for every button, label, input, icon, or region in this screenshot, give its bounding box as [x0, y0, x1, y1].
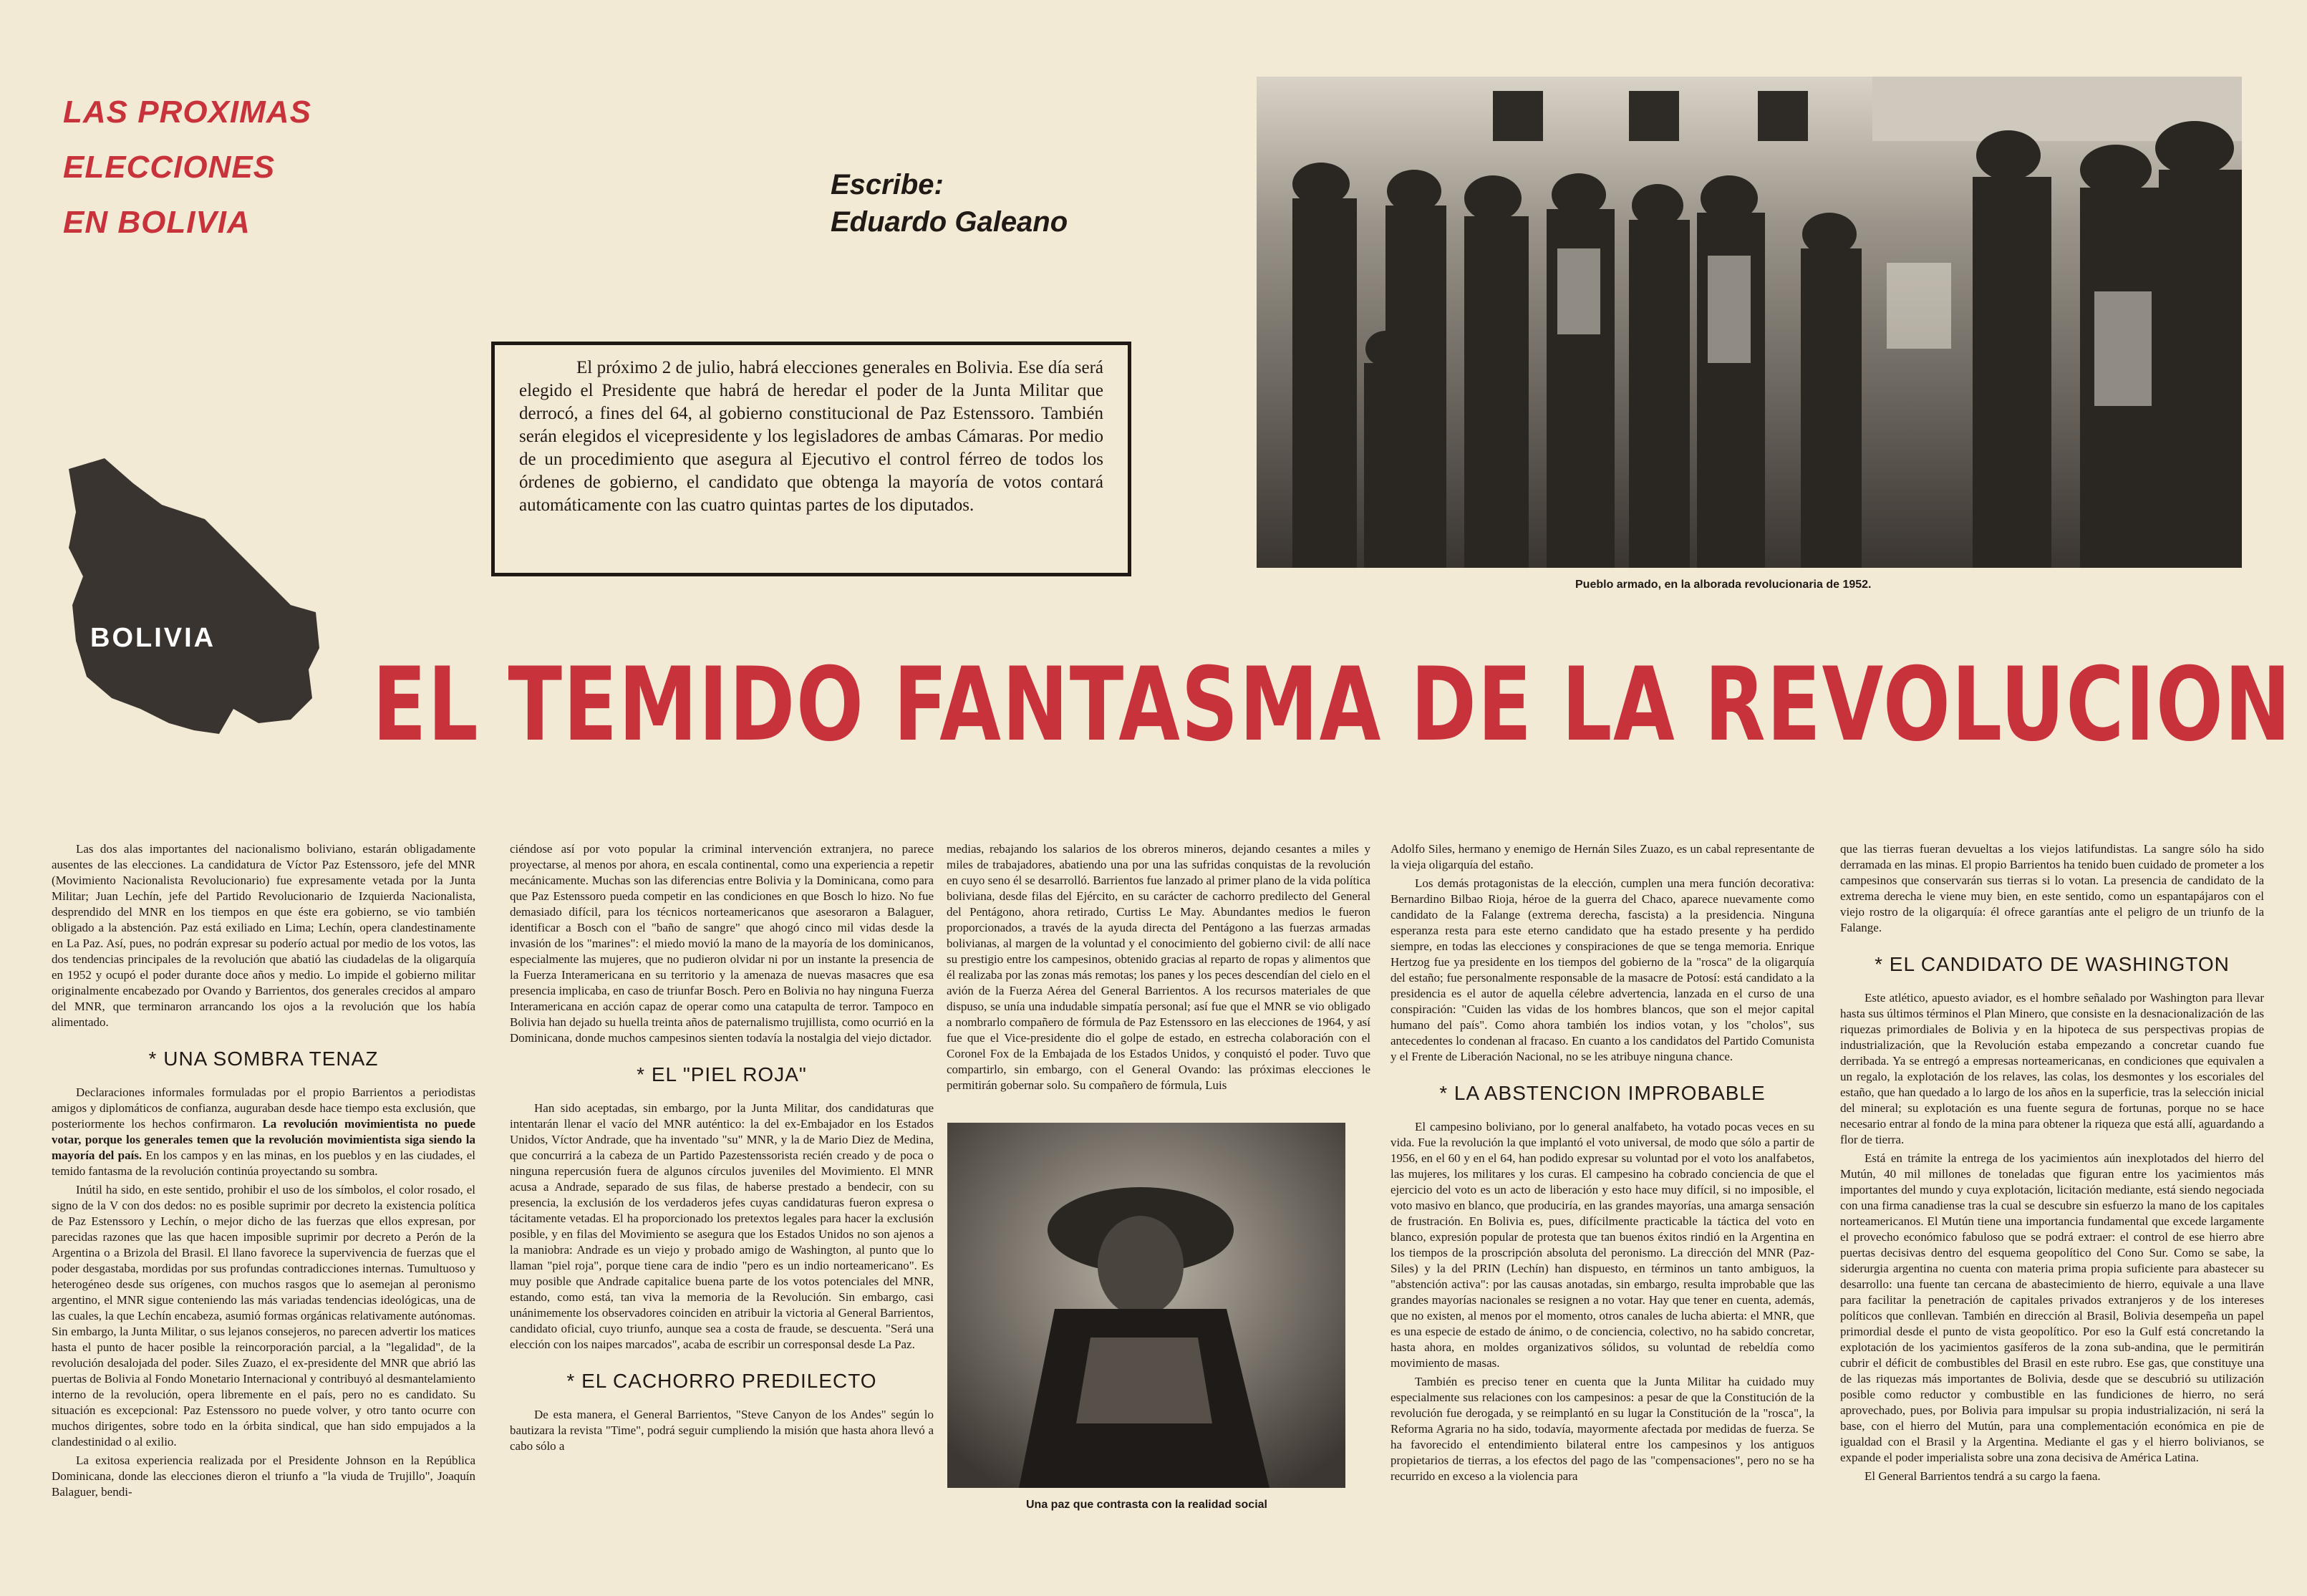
- column-2: [510, 841, 934, 1579]
- col1-p2b: La revolución movimientista no puede votar, porque los generales temen que la revolución movimientista siga siendo la mayoría del país.: [52, 1117, 475, 1162]
- armed-people-photo-image: [1257, 77, 2242, 568]
- col4-paragraph-1: Adolfo Siles, hermano y enemigo de Hernán Siles Zuazo, es un cabal representante de la vieja oligarquía del estaño.: [1391, 842, 1814, 871]
- byline-label: Escribe:: [831, 169, 944, 200]
- col5-paragraph-1: que las tierras fueran devueltas a los viejos latifundistas. La sangre sólo ha sido derramada en las minas. El propio Barrientos ha tenido buen cuidado de prometer a los campesinos que conservarán sus tierras si lo votan. La presencia de candidato de la extrema derecha le viene muy bien, en este sentido, como un espantapájaros con el viejo rostro de la oligarquía: él ofrece garantías ante el peligro de un triunfo de la Falange.: [1840, 842, 2264, 934]
- col4-subheading: * LA ABSTENCION IMPROBABLE: [1439, 1082, 1766, 1104]
- armed-people-photo: [1257, 77, 2242, 568]
- col5-paragraph-2: Este atlético, apuesto aviador, es el hombre señalado por Washington para llevar hasta sus últimos términos el Plan Minero, que consiste en la desnacionalización de las riquezas primordiales de Bolivia y en la hipoteca de sus perspectivas propias de industrialización, que la Revolución estaba empezando a concretar cuando fue derribada. Ya se entregó a empresas norteamericanas, en condiciones que equivalen a un regalo, la explotación de los relaves, las colas, los desmontes y los escoriales del estaño, que han quedado a lo largo de los años en la superficie, tras la selección inicial del mineral; su explotación es una fuente segura de fortunas, porque no se hace necesario entrar al fondo de la mina para obtener la riqueza que está allí, aguardando a flor de tierra.: [1840, 991, 2264, 1146]
- section-kicker: [63, 84, 321, 250]
- kicker-line-3: EN BOLIVIA: [63, 205, 251, 240]
- col1-subheading: * UNA SOMBRA TENAZ: [148, 1048, 379, 1070]
- col1-paragraph-2: [52, 1085, 475, 1179]
- col2-paragraph-2: Han sido aceptadas, sin embargo, por la Junta Militar, dos candidaturas que intentarán llenar el vacío del MNR auténtico: la del ex-Embajador en los Estados Unidos, Víctor Andrade, que ha inventado "su" MNR, y la de Mario Diez de Medina, que concurrirá a la cabeza de un Partido Pazestenssorista recién creado y de poca o ninguna repercusión fuera de algunos círculos juveniles del Movimiento. El MNR acusa a Andrade, separado de sus filas, de haberse prestado a bendecir, con su presencia, la exclusión de los verdaderos jefes cuyas candidaturas fueron expresa o tácitamente vetadas. El ha proporcionado los pretextos legales para hacer la exclusión posible, y en filas del Movimiento se asegura que los Estados Unidos no son ajenos a la maniobra: Andrade es un viejo y probado amigo de Washington, al punto que lo llaman "piel roja", porque tiene cara de indio "pero es un indio norteamericano". Es muy posible que Andrade capitalice buena parte de los votos potenciales del MNR, estando, como está, tan viva la memoria de la Revolución. Sin embargo, casi unánimemente los observadores coinciden en atribuir la victoria al General Barrientos, candidato oficial, cuyo triunfo, aunque sea a costa de fraude, se descuenta. "Será una elección con los naipes marcados", acaba de escribir un corresponsal desde La Paz.: [510, 1101, 934, 1351]
- kicker-line-2: ELECCIONES: [63, 150, 276, 185]
- col5-subheading: * EL CANDIDATO DE WASHINGTON: [1875, 953, 2230, 975]
- col3-paragraph-1: medias, rebajando los salarios de los obreros mineros, dejando cesantes a miles y miles de trabajadores, abatiendo una por una las sufridas conquistas de la revolución en cuyo seno él se desarrolló. Barrientos fue lanzado al primer plano de la vida política boliviana, desde filas del Ejército, en su carácter de cachorro predilecto del General del Pentágono, ahora retirado, Curtiss Le May. Abundantes medios le fueron proporcionados, a través de la ayuda directa del Pentágono a las fuerzas armadas bolivianas, al margen de la voluntad y el conocimiento del gobierno civil: de allí nace su prestigio entre los campesinos, obtenido gracias al reparto de ropas y alimentos que él realizaba por las zonas más remotas; los panes y los peces descendían del cielo en el avión de la Fuerza Aérea del General Barrientos. A los recursos materiales de que dispuso, se unía una indudable simpatía personal; así fue que el MNR se vio obligado a nombrarlo compañero de fórmula de Paz Estenssoro en las elecciones de 1964, y así fue que el Vice-presidente dio el golpe de estado, en estrecha colaboración con el Coronel Fox de la Embajada de los Estados Unidos, y conquistó el poder. Tuvo que compartirlo, sin embargo, con el General Ovando: las próximas elecciones le permitirán gobernar solo. Su compañero de fórmula, Luis: [947, 842, 1370, 1092]
- kicker-line-1: LAS PROXIMAS: [63, 95, 311, 130]
- byline-author: Eduardo Galeano: [831, 206, 1068, 238]
- col2-subheading-2: * EL CACHORRO PREDILECTO: [566, 1370, 877, 1392]
- woman-photo-image: [947, 1123, 1345, 1488]
- col4-paragraph-2: Los demás protagonistas de la elección, cumplen una mera función decorativa: Bernardino Bilbao Rioja, héroe de la guerra del Chaco, aparece nuevamente como candidato de la Falange (extrema derecha, fascista) a la presidencia. Ninguna esperanza resta para este eterno candidato que ha estado presente y ha perdido siempre, en todas las elecciones y conspiraciones de que se tenga memoria. Enrique Hertzog fue ya presidente en los tiempos del gobierno de la "rosca" de la oligarquía del estaño; fue personalmente responsable de la masacre de Potosí: está candidato a la presidencia es el autor de aquella célebre advertencia, lanzada en el curso de una conspiración: "Cuiden las vidas de los hombres blancos, que son el mejor capital humano del país". Como ahora también los indios votan, y los "cholos", sus antecedentes lo condenan al fracaso. En cuanto a los candidatos del Partido Comunista y el Frente de Liberación Nacional, no se les atribuye ninguna chance.: [1391, 876, 1814, 1063]
- col4-paragraph-3: El campesino boliviano, por lo general analfabeto, ha votado pocas veces en su vida. Fue la revolución la que implantó el voto universal, de modo que sólo a partir de 1956, en el 60 y en el 64, han podido expresar su voluntad por el voto los analfabetos, las mujeres, los militares y los curas. El campesino ha cobrado conciencia de que el ejercicio del voto es un acto de liberación y esto hace muy difícil, si no imposible, el voto masivo en blanco, que produciría, en las grandes mayorías, una amarga sensación de frustración. En Bolivia es, pues, difícilmente practicable la táctica del voto en blanco, expresión popular de protesta que tan buenos éxitos rindió en la Argentina en los tiempos de la proscripción absoluta del peronismo. La dirección del MNR (Paz-Siles) y la del PRIN (Lechín) han dispuesto, en términos un tanto ambiguos, la "abstención activa": por las causas anotadas, sin embargo, resulta improbable que las grandes mayorías nacionales se resignen a no votar. Hay que tener en cuenta, además, que no existen, al menos por el momento, otros canales de lucha abierta: el MNR, que es una especie de estado de ánimo, o de conciencia, colectivo, no ha sabido concretar, hasta ahora, en moldes organizativos sólidos, su voluntad de rebeldía como movimiento de masas.: [1391, 1120, 1814, 1370]
- col2-paragraph-1: ciéndose así por voto popular la criminal intervención extranjera, no parece proyectarse, al menos por ahora, en escala continental, como una experiencia a repetir mecánicamente. Muchas son las diferencias entre Bolivia y la Dominicana, como para que Paz Estenssoro pueda competir en las condiciones en que Bosch lo hizo. No fue demasiado difícil, para los técnicos norteamericanos que asesoraron a Balaguer, identificar a Bosch con el "baño de sangre" que ahogó cinco mil vidas desde la invasión de los "marines": el miedo movió la mano de la mayoría de los dominicanos, especialmente las mujeres, que no pudieron olvidar ni por un instante la presencia de la Fuerza Interamericana en su territorio y la amenaza de nuevas masacres que esa presencia implicaba, en caso de triunfar Bosch. Pero en Bolivia no hay ninguna Fuerza Interamericana en acción capaz de operar como una catapulta de terror. Tampoco en Bolivia han dejado su huella treinta años de paternalismo trujillista, como ocurrió en la Dominicana, donde muchos campesinos sienten todavía la nostalgia del viejo dictador.: [510, 842, 934, 1045]
- col1-p2c: En los campos y en las minas, en los pueblos y en las ciudades, el temido fantasma de la revolución continúa proyectando su sombra.: [52, 1148, 475, 1178]
- col4-paragraph-4: También es preciso tener en cuenta que la Junta Militar ha cuidado muy especialmente sus relaciones con los campesinos: a pesar de que la Constitución de la revolución fue derogada, y se reimplantó en su lugar la Constitución de la "rosca", la Reforma Agraria no ha sido, todavía, mayormente afectada por medidas de fuerza. Se ha favorecido el entendimiento bilateral entre los campesinos y los antiguos propietarios de tierras, a los efectos del pago de las "compensaciones", pero no se ha recurrido en exceso a la violencia para: [1391, 1375, 1814, 1483]
- col2-paragraph-3: De esta manera, el General Barrientos, "Steve Canyon de los Andes" según lo bautizara la revista "Time", podrá seguir cumpliendo la misión que hasta ahora llevó a cabo sólo a: [510, 1408, 934, 1453]
- top-photo-caption: Pueblo armado, en la alborada revolucionaria de 1952.: [1575, 579, 1872, 591]
- col5-paragraph-3: Está en trámite la entrega de los yacimientos aún inexplotados del hierro del Mutún, 40 mil millones de toneladas que figuran entre los yacimientos más importantes del mundo y cuya explotación, licitación mediante, está siendo negociada con una firma canadiense tras la cual se descubre sin esfuerzo la mano de los capitales norteamericanos. El Mutún tiene una importancia fundamental que excede largamente el provecho económico fabuloso que se podrá extraer: el control de ese hierro abre puertas decisivas dentro del esquema geopolítico del Cono Sur. Como se sabe, la siderurgia argentina no cuenta con materia prima propia suficiente para abastecer su desarrollo: una fuente tan cercana de abastecimiento de hierro, equivale a una llave para facilitar la penetración de capitales privados extranjeros y de los intereses políticos que conllevan. También en dirección al Brasil, Bolivia desempeña un papel primordial desde el punto de vista geopolítico. Por eso la Gulf está concretando la explotación de los yacimientos gasíferos de la zona sub-andina, que le permitirán cubrir el déficit de combustibles del Brasil en este rubro. Ese gas, que constituye una de las riquezas más importantes de Bolivia, desde que se descubrió su utilización posible como reductor y combustible en las fundiciones de hierro, no será aprovechado, pues, por Bolivia para impulsar su propia industrialización, ni será la base, con el hierro del Mutún, para una complementación económica en pie de igualdad con el Brasil y la Argentina. Mediante el gas y el hierro bolivianos, se expande el poder imperialista sobre una zona decisiva de América Latina.: [1840, 1151, 2264, 1464]
- col1-paragraph-3: Inútil ha sido, en este sentido, prohibir el uso de los símbolos, el color rosado, el signo de la V con dos dedos: no es posible suprimir por decreto la existencia política de Paz Estenssoro y Lechín, o mejor dicho de las fuerzas que ellos expresan, por parecidas razones que las que hacen imposible suprimir por decreto a Perón de la Argentina o a Brizola del Brasil. El llano favorece la supervivencia de fuerzas que el poder desgastaba, mordidas por sus profundas contradicciones internas. Tumultuoso y heterogéneo desde sus orígenes, con muchos rasgos que lo asemejan al peronismo argentino, el MNR sigue conteniendo las más variadas tendencias ideológicas, una de las cuales, la que Lechín encabeza, asumió formas orgánicas relativamente autónomas. Sin embargo, la Junta Militar, o sus lejanos consejeros, no parecen advertir los matices hasta el punto de hacer posible la reincorporación parcial, a la "legalidad", de la revolución desalojada del poder. Siles Zuazo, el ex-presidente del MNR que abrió las puertas de Bolivia al Fondo Monetario Internacional y contribuyó al desmantelamiento interno de la revolución, opera libremente en el país, pero no es candidato. Su situación es excepcional: Paz Estenssoro no puede volver, y otro tanto ocurre con muchos dirigentes, sobre todo en la órbita sindical, que han sido empujados a la clandestinidad o al exilio.: [52, 1183, 475, 1449]
- headline: EL TEMIDO FANTASMA DE LA REVOLUCION: [372, 646, 2292, 764]
- intro-box: El próximo 2 de julio, habrá elecciones generales en Bolivia. Ese día será elegido el Presidente que habrá de heredar el poder de la Junta Militar que derrocó, a fines del 64, al gobierno constitucional de Paz Estenssoro. También serán elegidos el vicepresidente y los legisladores de ambas Cámaras. Por medio de un procedimiento que asegura al Ejecutivo el control férreo de todos los órdenes de gobierno, el candidato que obtenga la mayoría de votos contará automáticamente con las cuatro quintas partes de los diputados.: [491, 342, 1131, 576]
- col1-paragraph-4: La exitosa experiencia realizada por el Presidente Johnson en la República Dominicana, donde las elecciones dieron el triunfo a "la viuda de Trujillo", Joaquín Balaguer, bendi-: [52, 1454, 475, 1499]
- column-5: [1840, 841, 2264, 1579]
- column-4: [1391, 841, 1814, 1579]
- map-label: BOLIVIA: [90, 623, 216, 653]
- col1-p2a: Declaraciones informales formuladas por el propio Barrientos a periodistas amigos y diplomáticos de confianza, auguraban desde hace tiempo esta exclusión, que posteriormente los hechos confirmaron.: [52, 1085, 475, 1131]
- bolivia-map-shape: [54, 440, 327, 741]
- byline: [831, 166, 1074, 241]
- col2-subheading-1: * EL "PIEL ROJA": [637, 1063, 807, 1085]
- column-3: [947, 841, 1370, 1117]
- col1-paragraph-1: Las dos alas importantes del nacionalismo boliviano, estarán obligadamente ausentes de las elecciones. La candidatura de Víctor Paz Estenssoro, jefe del MNR (Movimiento Nacionalista Revolucionario) fue expresamente vetada por la Junta Militar; Juan Lechín, jefe del Partido Revolucionario de Izquierda Nacionalista, desprendido del MNR en los tiempos en que éste era gobierno, se vio también obligado a la abstención. Paz está exiliado en Lima; Lechín, opera clandestinamente en La Paz. Así, pues, no podrán expresar su poderío actual por medio de los votos, las dos tendencias principales de la revolución que abatió las ciudadelas de la oligarquía en 1952 y ocupó el poder durante doce años y medio. Lo impide el gobierno militar originalmente encabezado por Ovando y Barrientos, dos generales crecidos al amparo del MNR, que terminaron arrancando los ojos a la revolución que los había alimentado.: [52, 842, 475, 1029]
- bolivia-map: [54, 440, 327, 741]
- woman-photo: [947, 1123, 1345, 1488]
- column-1: [52, 841, 475, 1579]
- col5-paragraph-4: El General Barrientos tendrá a su cargo la faena.: [1865, 1469, 2101, 1483]
- mid-photo-caption: Una paz que contrasta con la realidad social: [1026, 1499, 1267, 1511]
